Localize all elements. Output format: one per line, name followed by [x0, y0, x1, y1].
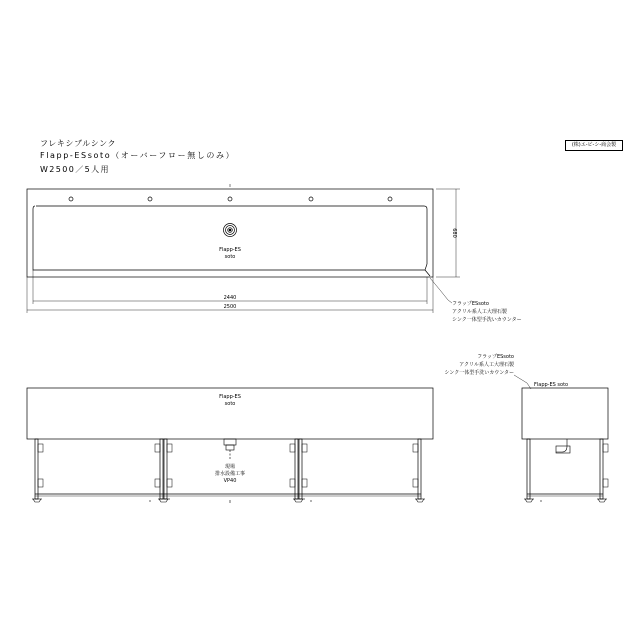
counter-outline: [27, 189, 433, 277]
dim-depth: 680: [451, 228, 457, 238]
callout-leader: [430, 278, 452, 303]
top-product-label-2: soto: [224, 254, 236, 260]
dim-outer-width: 2500: [223, 304, 237, 310]
front-product-label-2: soto: [224, 401, 236, 407]
basin-outline: [33, 206, 430, 276]
front-feet: [32, 499, 425, 503]
drawing-title: フレキシブルシンク: [40, 139, 117, 148]
faucet-holes: [69, 197, 392, 201]
side-callout-3: シンク一体型手洗いカウンター: [444, 370, 514, 376]
drain-note-2: 排水設備工事: [214, 471, 246, 477]
drain-icon: [224, 224, 237, 237]
drain-note-1: 現場: [224, 464, 236, 470]
top-callout-1: フラップESsoto: [452, 301, 489, 307]
drain-trap: [224, 439, 236, 460]
top-product-label-1: Flapp-ES: [219, 247, 241, 253]
side-counter: [522, 388, 608, 439]
drain-note-3: VP40: [223, 478, 237, 484]
top-view: [27, 184, 460, 313]
top-callout-2: アクリル系人工大理石製: [452, 309, 507, 315]
side-view: [514, 375, 608, 502]
side-callout-1: フラップESsoto: [477, 354, 514, 360]
side-product-label: Flapp-ES soto: [534, 382, 569, 388]
dim-inner-width: 2440: [223, 295, 237, 301]
drawing-size-spec: W2500／5人用: [40, 165, 110, 174]
side-callout-leader: [514, 375, 531, 389]
front-product-label-1: Flapp-ES: [219, 394, 241, 400]
company-stamp: (株)エ-ビ-シ-商会製: [565, 140, 623, 151]
drawing-model-name: Flapp-ESsoto（オーバーフロー無しのみ）: [40, 151, 236, 160]
top-callout-3: シンク一体型手洗いカウンター: [452, 317, 522, 323]
side-callout-2: アクリル系人工大理石製: [459, 362, 514, 368]
